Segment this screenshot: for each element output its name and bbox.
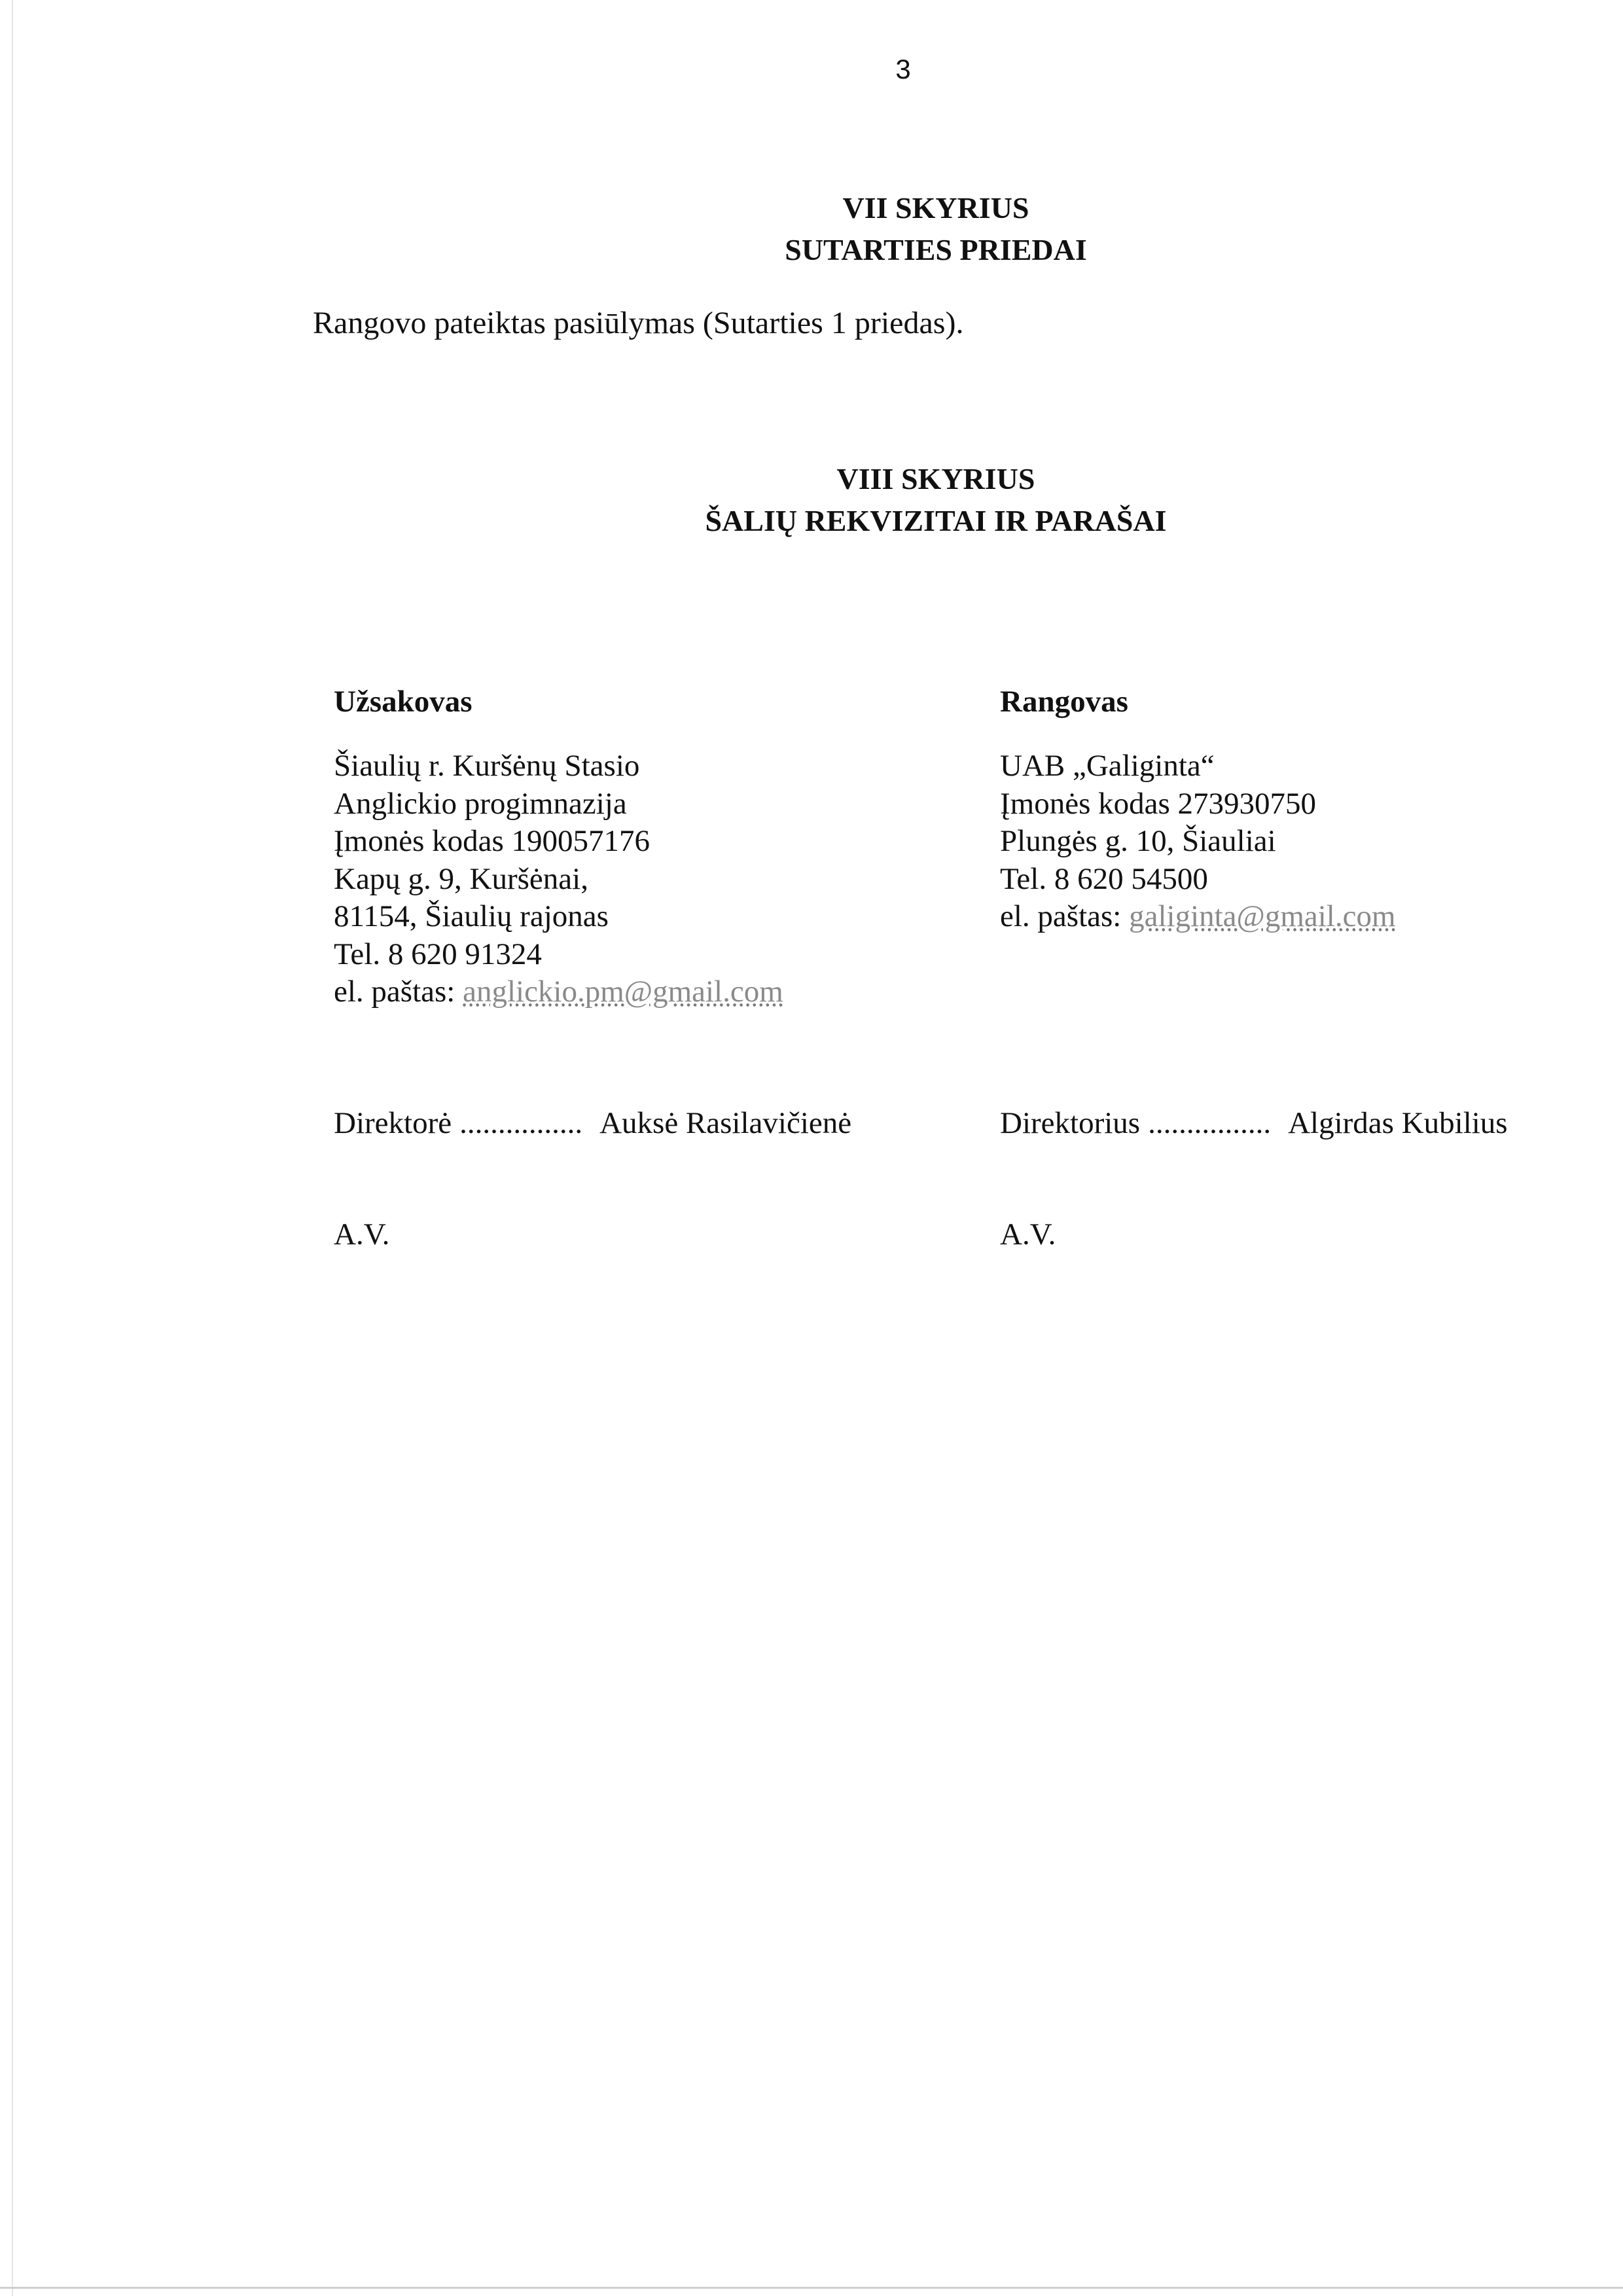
contractor-signature-role: Direktorius	[1000, 1106, 1141, 1140]
customer-signature-role: Direktorė	[334, 1106, 452, 1140]
customer-line: Tel. 8 620 91324	[334, 937, 542, 971]
customer-address-block	[334, 747, 923, 1011]
section-vii-heading	[0, 187, 1623, 271]
customer-line: Įmonės kodas 190057176	[334, 824, 651, 858]
customer-details	[334, 681, 923, 1011]
section-vii-title: SUTARTIES PRIEDAI	[785, 233, 1087, 266]
section-viii-title: ŠALIŲ REKVIZITAI IR PARAŠAI	[705, 504, 1167, 537]
customer-signature-line	[334, 1102, 851, 1144]
contractor-line: Plungės g. 10, Šiauliai	[1000, 824, 1276, 858]
contractor-address-block	[1000, 747, 1589, 936]
contractor-email-line	[1000, 898, 1589, 936]
contractor-signature-line	[1000, 1102, 1508, 1144]
contractor-line: UAB „Galiginta“	[1000, 749, 1215, 783]
contractor-signature-name: Algirdas Kubilius	[1288, 1106, 1508, 1140]
appendix-text: Rangovo pateiktas pasiūlymas (Sutarties 1 priedas).	[313, 306, 964, 340]
contractor-stamp-mark: A.V.	[1000, 1217, 1056, 1251]
customer-email-label: el. paštas:	[334, 975, 463, 1009]
contractor-title: Rangovas	[1000, 685, 1128, 719]
customer-title: Užsakovas	[334, 685, 473, 719]
contractor-line: Įmonės kodas 273930750	[1000, 786, 1317, 821]
contractor-email-link[interactable]: galiginta@gmail.com	[1129, 899, 1396, 933]
customer-line: 81154, Šiaulių rajonas	[334, 899, 609, 933]
section-viii-number: VIII SKYRIUS	[836, 462, 1035, 495]
customer-signature-dots: ................	[459, 1106, 583, 1140]
customer-email-line	[334, 973, 923, 1011]
customer-line: Anglickio progimnazija	[334, 786, 627, 821]
customer-line: Šiaulių r. Kuršėnų Stasio	[334, 749, 640, 783]
contractor-email-label: el. paštas:	[1000, 899, 1130, 933]
scan-left-edge	[12, 0, 13, 2296]
customer-email-link[interactable]: anglickio.pm@gmail.com	[463, 975, 783, 1009]
contractor-details	[1000, 681, 1589, 936]
customer-line: Kapų g. 9, Kuršėnai,	[334, 861, 588, 896]
contractor-line: Tel. 8 620 54500	[1000, 861, 1208, 896]
section-viii-heading	[0, 458, 1623, 542]
scan-bottom-edge	[0, 2287, 1623, 2289]
page-number: 3	[895, 54, 911, 84]
customer-stamp-mark: A.V.	[334, 1217, 390, 1251]
customer-signature-name: Auksė Rasilavičienė	[599, 1106, 852, 1140]
contractor-signature-dots: ................	[1148, 1106, 1272, 1140]
section-vii-number: VII SKYRIUS	[842, 191, 1029, 224]
